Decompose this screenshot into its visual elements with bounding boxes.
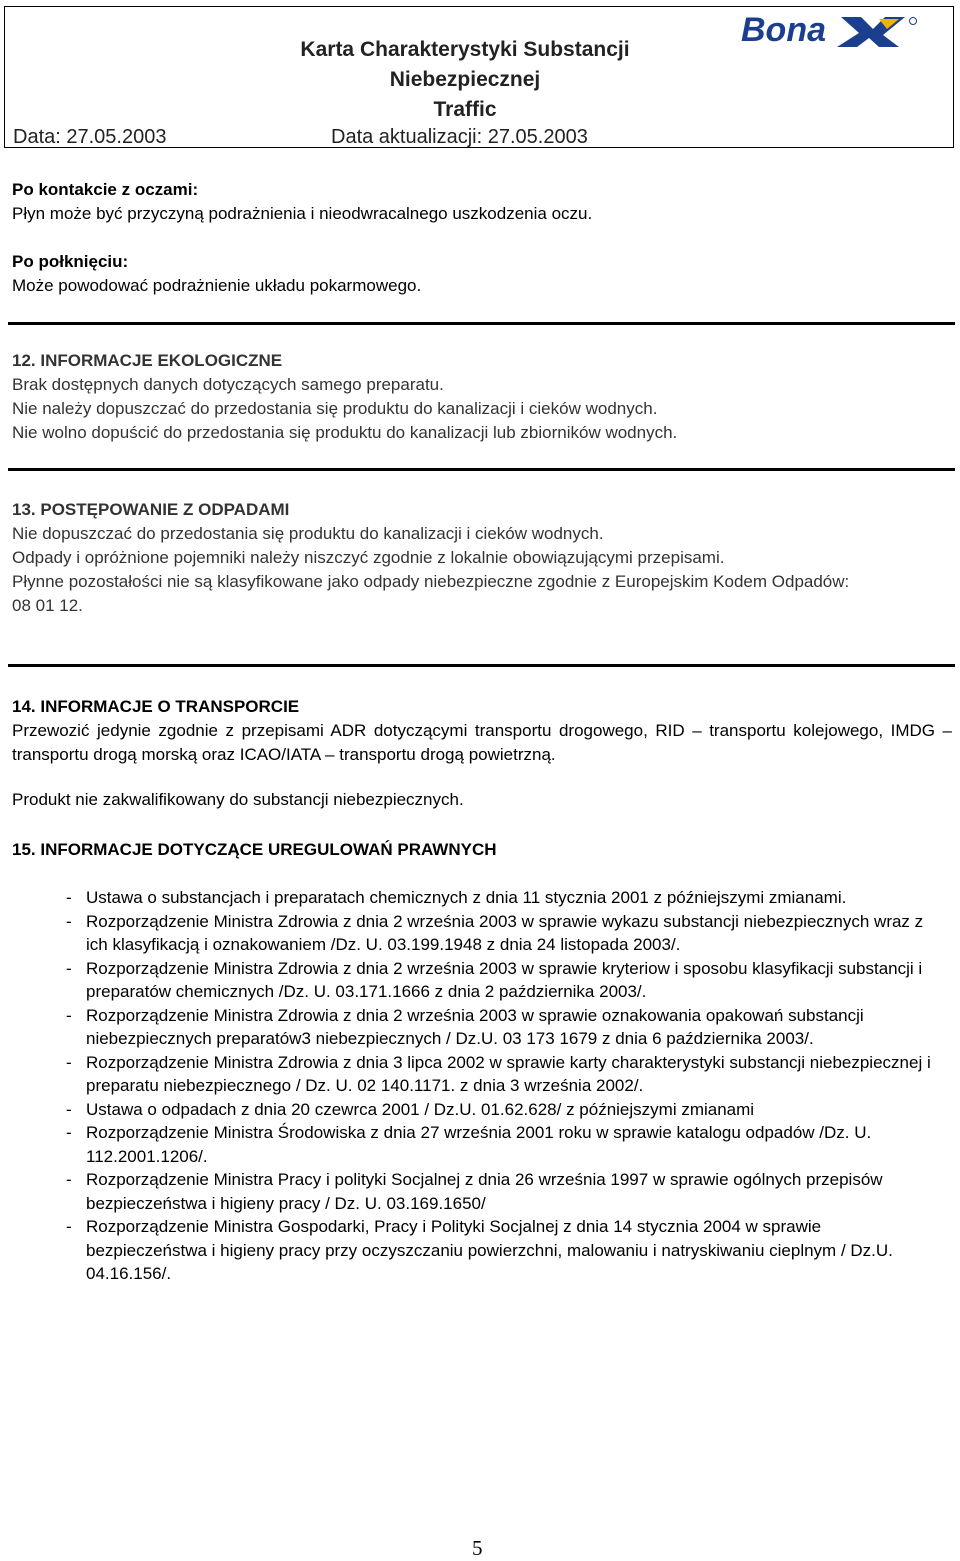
document-header <box>4 6 954 148</box>
logo-wordmark: Bona <box>741 11 826 49</box>
list-item: - Rozporządzenie Ministra Zdrowia z dnia 2 września 2003 w sprawie kryteriow i sposobu klasyfikacji substancji i preparatów chemicznych /Dz. U. 03.171.1666 z dnia 2 października 2003/. <box>66 958 923 1001</box>
title-line-2: Niebezpiecznej <box>389 68 541 91</box>
registered-mark-icon <box>910 18 917 25</box>
list-item: - Ustawa o odpadach z dnia 20 czewrca 2001 / Dz.U. 01.62.628/ z późniejszymi zmianami <box>66 1099 755 1119</box>
list-item: - Rozporządzenie Ministra Gospodarki, Pracy i Polityki Socjalnej z dnia 14 stycznia 2004 w sprawie bezpieczeństwa i higieny pracy przy oczyszczaniu powierzchni, malowaniu i natryskiwaniu cieplnym / Dz.U. 04.16.156/. <box>66 1217 893 1283</box>
section-13-line: Płynne pozostałości nie są klasyfikowane jako odpady niebezpieczne zgodnie z Europejskim Kodem Odpadów: <box>12 572 850 591</box>
swallow-heading: Po połknięciu: <box>12 252 129 271</box>
update-date: Data aktualizacji: 27.05.2003 <box>331 126 588 148</box>
section-13-line: Odpady i opróżnione pojemniki należy niszczyć zgodnie z lokalnie obowiązującymi przepisami. <box>12 548 725 567</box>
eyes-text: Płyn może być przyczyną podrażnienia i nieodwracalnego uszkodzenia oczu. <box>12 204 593 223</box>
title-line-3: Traffic <box>433 98 497 121</box>
section-13-line: Nie dopuszczać do przedostania się produktu do kanalizacji i cieków wodnych. <box>12 524 604 543</box>
swallow-text: Może powodować podrażnienie układu pokarmowego. <box>12 276 422 295</box>
list-item: - Rozporządzenie Ministra Zdrowia z dnia 2 września 2003 w sprawie wykazu substancji niebezpiecznych wraz z ich klasyfikacją i oznakowaniem /Dz. U. 03.199.1948 z dnia 24 listopada 2003/. <box>66 911 924 954</box>
list-item: - Rozporządzenie Ministra Pracy i polityki Socjalnej z dnia 26 września 1997 w sprawie ogólnych przepisów bezpieczeństwa i higieny pracy / Dz. U. 03.169.1650/ <box>66 1170 883 1213</box>
section-15-heading-block <box>12 838 952 862</box>
list-item: - Rozporządzenie Ministra Środowiska z dnia 27 września 2001 roku w sprawie katalogu odpadów /Dz. U. 112.2001.1206/. <box>66 1123 872 1166</box>
section-13-heading: 13. POSTĘPOWANIE Z ODPADAMI <box>12 500 290 519</box>
page-number: 5 <box>472 1536 483 1560</box>
section-13 <box>12 498 952 618</box>
eyes-heading: Po kontakcie z oczami: <box>12 180 199 199</box>
issue-date: Data: 27.05.2003 <box>13 126 167 148</box>
section-14 <box>12 695 952 812</box>
title-line-1: Karta Charakterystyki Substancji <box>300 38 630 61</box>
section-12-line: Nie wolno dopuścić do przedostania się produktu do kanalizacji lub zbiorników wodnych. <box>12 423 678 442</box>
list-item: - Rozporządzenie Ministra Zdrowia z dnia 3 lipca 2002 w sprawie karty charakterystyki substancji niebezpiecznej i preparatu niebezpiecznego / Dz. U. 02 140.1171. z dnia 3 września 2002/. <box>66 1052 931 1095</box>
section-12-heading: 12. INFORMACJE EKOLOGICZNE <box>12 351 283 370</box>
regulations-list <box>66 886 946 1286</box>
list-item: - Rozporządzenie Ministra Zdrowia z dnia 2 września 2003 w sprawie oznakowania opakowań substancji niebezpiecznych preparatów3 niebezpiecznych / Dz.U. 03 173 1679 z dnia 6 października 2003/. <box>66 1005 864 1048</box>
list-item: - Ustawa o substancjach i preparatach chemicznych z dnia 11 stycznia 2001 z późniejszymi zmianami. <box>66 888 847 907</box>
section-14-heading: 14. INFORMACJE O TRANSPORCIE <box>12 697 300 716</box>
transport-note: Produkt nie zakwalifikowany do substancji niebezpiecznych. <box>12 790 464 809</box>
spacer <box>12 767 952 788</box>
spacer <box>12 226 952 250</box>
transport-paragraph: Przewozić jedynie zgodnie z przepisami ADR dotyczącymi transportu drogowego, RID – transportu kolejowego, IMDG – transportu drogą morską oraz ICAO/IATA – transportu drogą powietrzną. <box>12 721 952 764</box>
first-aid-block <box>12 178 952 298</box>
section-15-heading: 15. INFORMACJE DOTYCZĄCE UREGULOWAŃ PRAWNYCH <box>12 840 497 859</box>
section-12 <box>12 349 952 445</box>
section-12-line: Brak dostępnych danych dotyczących samego preparatu. <box>12 375 444 394</box>
waste-code: 08 01 12. <box>12 596 83 615</box>
section-12-line: Nie należy dopuszczać do przedostania się produktu do kanalizacji i cieków wodnych. <box>12 399 658 418</box>
section-divider <box>8 664 955 667</box>
section-divider <box>8 468 955 471</box>
section-divider <box>8 322 955 325</box>
